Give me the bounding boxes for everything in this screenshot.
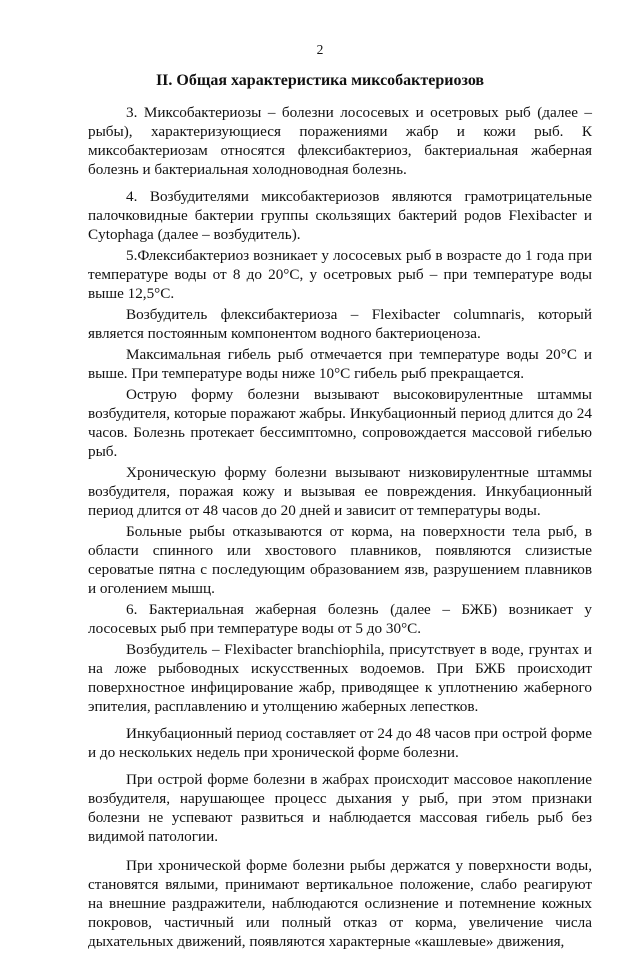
paragraph-chronic-bgd: При хронической форме болезни рыбы держатся у поверхности воды, становятся вялыми, принимают вертикальное положение, слабо реагируют на внешние раздражители, наблюдаются ослизнение и потемнение кожных покровов, частичный или полный отказ от корма, увеличение числа дыхательных движений, появляются характерные «кашлевые» движения, <box>88 857 592 950</box>
paragraph-6-bgd: 6. Бактериальная жаберная болезнь (далее – БЖБ) возникает у лососевых рыб при температуре воды от 5 до 30°С. <box>88 601 592 637</box>
paragraph-4-pathogens: 4. Возбудителями миксобактериозов являются грамотрицательные палочковидные бактерии группы скользящих бактерий родов Flexibacter и Cytophaga (далее – возбудитель). <box>88 188 592 243</box>
paragraph-flexibacter-branchiophila: Возбудитель – Flexibacter branchiophila, присутствует в воде, грунтах и на ложе рыбоводных искусственных водоемов. При БЖБ происходит поверхностное инфицирование жабр, приводящее к уплотнению жаберного эпителия, расплавлению и утолщению жаберных лепестков. <box>88 641 592 715</box>
paragraph-max-mortality: Максимальная гибель рыб отмечается при температуре воды 20°С и выше. При температуре воды ниже 10°С гибель рыб прекращается. <box>88 346 592 382</box>
paragraph-incubation-period: Инкубационный период составляет от 24 до 48 часов при острой форме и до нескольких недель при хронической форме болезни. <box>88 725 592 761</box>
paragraph-3-definition: 3. Миксобактериозы – болезни лососевых и осетровых рыб (далее – рыбы), характеризующиеся поражениями жабр и кожи рыб. К миксобактериозам относятся флексибактериоз, бактериальная жаберная болезнь и бактериальная холодноводная болезнь. <box>88 104 592 178</box>
section-title: II. Общая характеристика миксобактериозов <box>155 72 485 89</box>
page-number: 2 <box>316 42 324 57</box>
paragraph-acute-form: Острую форму болезни вызывают высоковирулентные штаммы возбудителя, которые поражают жабры. Инкубационный период длится до 24 часов. Болезнь протекает бессимптомно, сопровождается массовой гибелью рыб. <box>88 386 592 460</box>
paragraph-symptoms: Больные рыбы отказываются от корма, на поверхности тела рыб, в области спинного или хвостового плавников, появляются слизистые сероватые пятна с последующим образованием язв, разрушением плавников и оголением мышц. <box>88 523 592 597</box>
body-text <box>88 103 592 953</box>
paragraph-flexibacter-columnaris: Возбудитель флексибактериоза – Flexibacter columnaris, который является постоянным компонентом водного бактериоценоза. <box>88 306 592 342</box>
paragraph-acute-bgd: При острой форме болезни в жабрах происходит массовое накопление возбудителя, нарушающее процесс дыхания у рыб, при этом признаки болезни не успевают развиться и наблюдается массовая гибель рыб без видимой патологии. <box>88 771 592 845</box>
paragraph-chronic-form: Хроническую форму болезни вызывают низковирулентные штаммы возбудителя, поражая кожу и вызывая ее повреждения. Инкубационный период длится от 48 часов до 20 дней и зависит от температуры воды. <box>88 464 592 519</box>
paragraph-5-flexibacteriosis: 5.Флексибактериоз возникает у лососевых рыб в возрасте до 1 года при температуре воды от 8 до 20°С, у осетровых рыб – при температуре воды выше 12,5°С. <box>88 247 592 302</box>
